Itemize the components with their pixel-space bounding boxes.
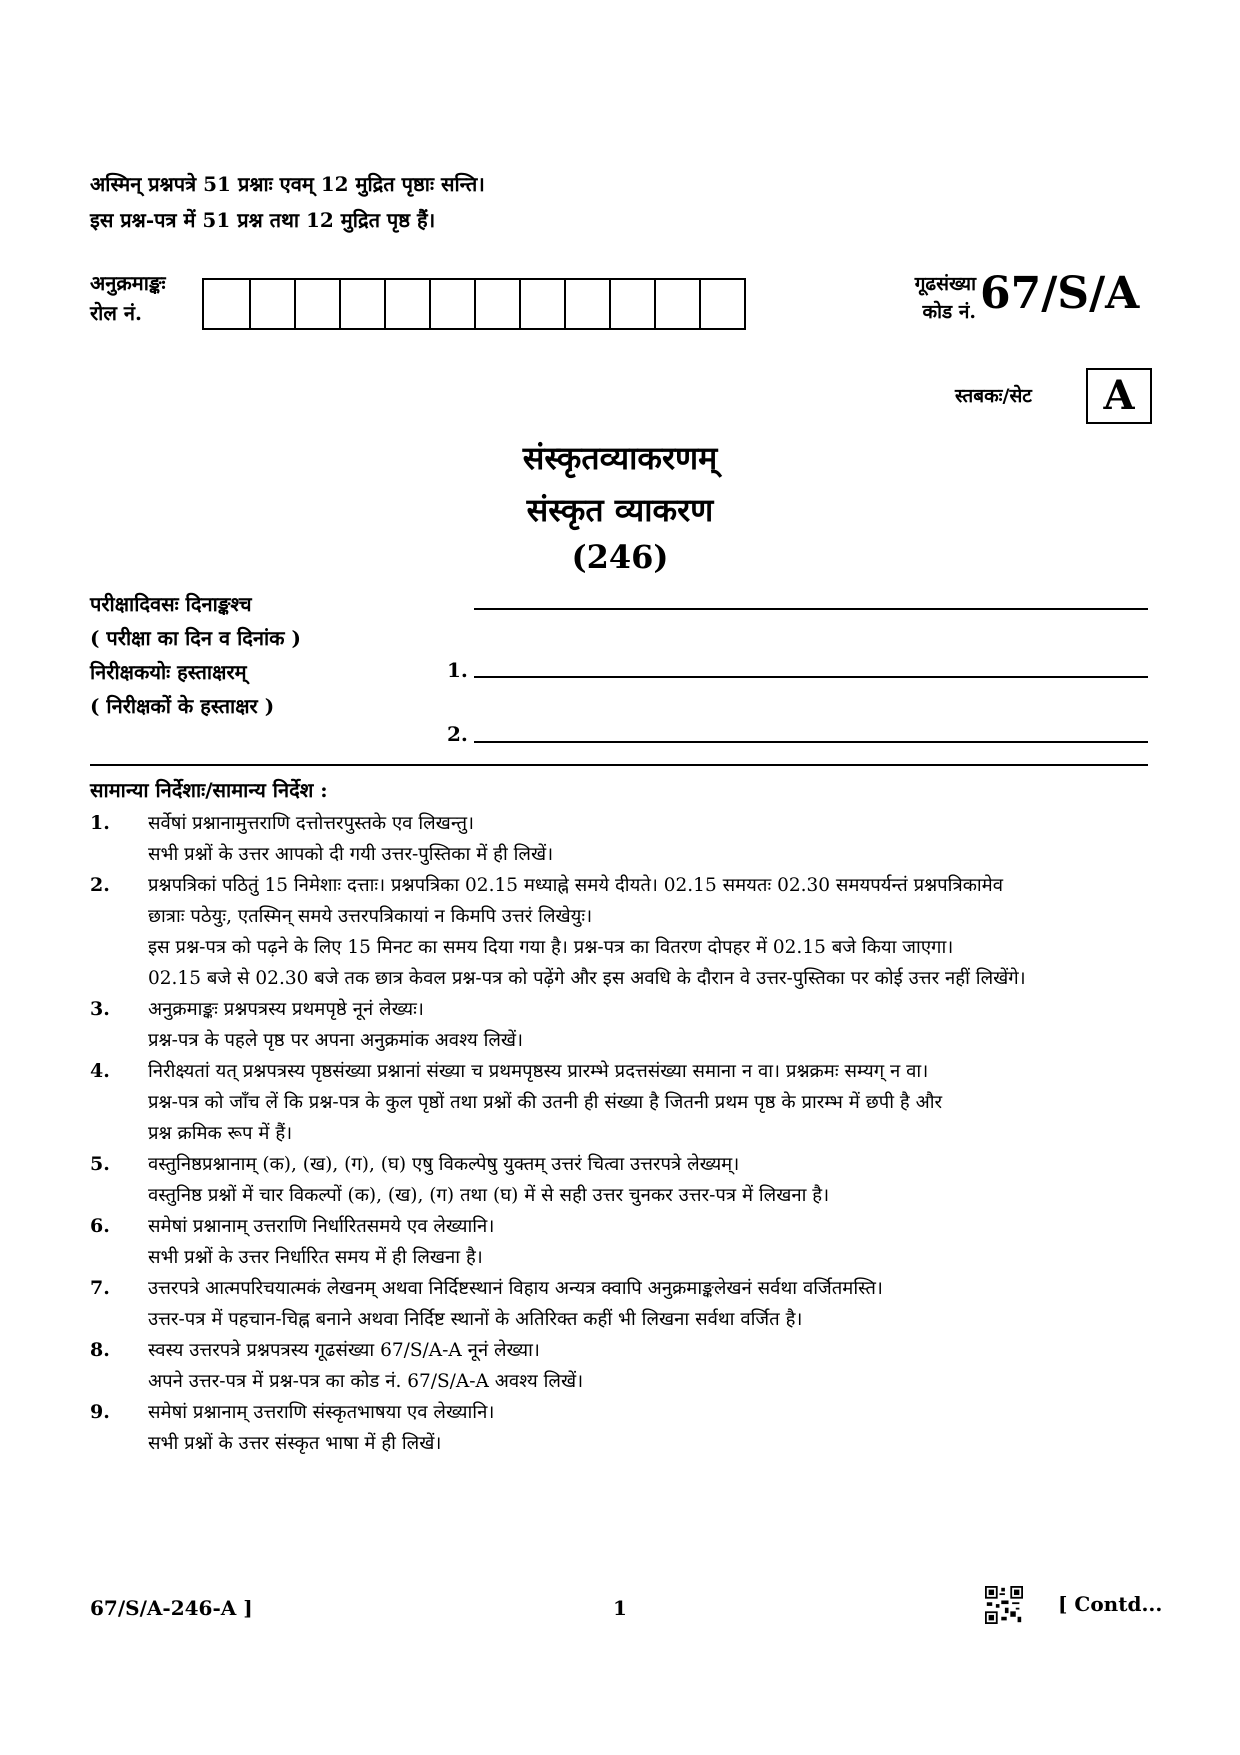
instruction-line: प्रश्न क्रमिक रूप में हैं। xyxy=(148,1123,293,1144)
instruction-body xyxy=(148,808,1150,870)
instruction-item xyxy=(90,1335,1150,1397)
signature-2-number: 2. xyxy=(447,722,468,746)
roll-number-boxes[interactable] xyxy=(202,278,746,330)
instruction-line: इस प्रश्न-पत्र को पढ़ने के लिए 15 मिनट का समय दिया गया है। प्रश्न-पत्र का वितरण दोपहर में 02.15 बजे किया जाएगा। xyxy=(148,937,954,958)
instruction-line: 02.15 बजे से 02.30 बजे तक छात्र केवल प्रश्न-पत्र को पढ़ेंगे और इस अवधि के दौरान वे उत्तर-पुस्तिका पर कोई उत्तर नहीं लिखेंगे। xyxy=(148,968,1026,989)
instruction-line: सर्वेषां प्रश्नानामुत्तराणि दत्तोत्तरपुस्तके एव लिखन्तु। xyxy=(148,813,475,834)
signature-2-line[interactable] xyxy=(474,741,1148,743)
instruction-line: प्रश्न-पत्र को जाँच लें कि प्रश्न-पत्र के कुल पृष्ठों तथा प्रश्नों की उतनी ही संख्या है जितनी प्रथम पृष्ठ के प्रारम्भ में छपी है और xyxy=(148,1092,943,1113)
instruction-number: 6. xyxy=(90,1215,110,1237)
instruction-line: सभी प्रश्नों के उत्तर निर्धारित समय में ही लिखना है। xyxy=(148,1247,483,1268)
roll-number-digit-box[interactable] xyxy=(564,280,609,328)
instruction-line: प्रश्न-पत्र के पहले पृष्ठ पर अपना अनुक्रमांक अवश्य लिखें। xyxy=(148,1030,524,1051)
instruction-number: 8. xyxy=(90,1339,110,1361)
instruction-item xyxy=(90,1056,1150,1149)
instruction-item xyxy=(90,870,1150,994)
set-label: स्तबकः/सेट xyxy=(955,385,1032,407)
instruction-item xyxy=(90,1397,1150,1459)
instruction-item xyxy=(90,808,1150,870)
instruction-body xyxy=(148,870,1150,994)
instruction-line: छात्राः पठेयुः, एतस्मिन् समये उत्तरपत्रिकायां न किमपि उत्तरं लिखेयुः। xyxy=(148,906,593,927)
section-divider xyxy=(90,764,1148,766)
instruction-line: उत्तर-पत्र में पहचान-चिह्न बनाने अथवा निर्दिष्ट स्थानों के अतिरिक्त कहीं भी लिखना सर्वथा वर्जित है। xyxy=(148,1309,803,1330)
instruction-line: अपने उत्तर-पत्र में प्रश्न-पत्र का कोड नं. 67/S/A-A अवश्य लिखें। xyxy=(148,1371,584,1392)
page-number: 1 xyxy=(613,1596,627,1620)
date-label-sanskrit: परीक्षादिवसः दिनाङ्कश्च xyxy=(90,592,252,616)
instruction-body xyxy=(148,1211,1150,1273)
roll-number-digit-box[interactable] xyxy=(249,280,294,328)
instruction-number: 4. xyxy=(90,1060,110,1082)
instruction-line: वस्तुनिष्ठ प्रश्नों में चार विकल्पों (क), (ख), (ग) तथा (घ) में से सही उत्तर चुनकर उत्तर-पत्र में लिखना है। xyxy=(148,1185,830,1206)
roll-label-hindi: रोल नं. xyxy=(90,301,142,325)
instruction-body xyxy=(148,1335,1150,1397)
roll-label-sanskrit: अनुक्रमाङ्कः xyxy=(90,271,166,295)
instructions-title: सामान्या निर्देशाः/सामान्य निर्देश : xyxy=(90,778,328,802)
header-line-sanskrit: अस्मिन् प्रश्नपत्रे 51 प्रश्नाः एवम् 12 मुद्रित पृष्ठाः सन्ति। xyxy=(90,172,485,196)
instruction-line: सभी प्रश्नों के उत्तर संस्कृत भाषा में ही लिखें। xyxy=(148,1433,442,1454)
roll-number-digit-box[interactable] xyxy=(384,280,429,328)
instruction-number: 7. xyxy=(90,1277,110,1299)
instruction-line: वस्तुनिष्ठप्रश्नानाम् (क), (ख), (ग), (घ) एषु विकल्पेषु युक्तम् उत्तरं चित्वा उत्तरपत्रे लेख्यम्। xyxy=(148,1154,740,1175)
date-line[interactable] xyxy=(474,608,1148,610)
date-label-hindi: ( परीक्षा का दिन व दिनांक ) xyxy=(90,626,301,650)
instruction-line: सभी प्रश्नों के उत्तर आपको दी गयी उत्तर-पुस्तिका में ही लिखें। xyxy=(148,844,554,865)
instruction-body xyxy=(148,1273,1150,1335)
roll-number-label xyxy=(90,268,166,328)
roll-number-digit-box[interactable] xyxy=(204,280,249,328)
instruction-line: उत्तरपत्रे आत्मपरिचयात्मकं लेखनम् अथवा निर्दिष्टस्थानं विहाय अन्यत्र क्वापि अनुक्रमाङ्कलेखनं सर्वथा वर्जितमस्ति। xyxy=(148,1278,883,1299)
roll-number-digit-box[interactable] xyxy=(609,280,654,328)
instruction-item xyxy=(90,1149,1150,1211)
roll-number-digit-box[interactable] xyxy=(654,280,699,328)
code-value: 67/S/A xyxy=(980,268,1140,319)
code-label-hindi: कोड नं. xyxy=(922,301,976,323)
footer-paper-code: 67/S/A-246-A ] xyxy=(90,1596,253,1620)
code-label xyxy=(878,270,976,326)
instruction-item xyxy=(90,1273,1150,1335)
roll-number-digit-box[interactable] xyxy=(699,280,744,328)
instruction-body xyxy=(148,1149,1150,1211)
title-sanskrit: संस्कृतव्याकरणम् xyxy=(522,439,718,477)
roll-number-digit-box[interactable] xyxy=(519,280,564,328)
instruction-line: अनुक्रमाङ्कः प्रश्नपत्रस्य प्रथमपृष्ठे नूनं लेख्यः। xyxy=(148,999,424,1020)
roll-number-digit-box[interactable] xyxy=(474,280,519,328)
instruction-line: निरीक्ष्यतां यत् प्रश्नपत्रस्य पृष्ठसंख्या प्रश्नानां संख्या च प्रथमपृष्ठस्य प्रारम्भे प्रदत्तसंख्या समाना न वा। प्रश्नक्रमः सम्यग् न वा। xyxy=(148,1061,929,1082)
title-hindi: संस्कृत व्याकरण xyxy=(526,491,714,529)
subject-code: (246) xyxy=(571,538,669,576)
instruction-line: प्रश्नपत्रिकां पठितुं 15 निमेशाः दत्ताः। प्रश्नपत्रिका 02.15 मध्याह्ने समये दीयते। 02.15 समयतः 02.30 समयपर्यन्तं प्रश्नपत्रिकामेव xyxy=(148,875,1004,896)
signature-1-line[interactable] xyxy=(474,676,1148,678)
sign-label-sanskrit: निरीक्षकयोः हस्ताक्षरम् xyxy=(90,660,247,684)
instruction-number: 2. xyxy=(90,874,110,896)
header-line-hindi: इस प्रश्न-पत्र में 51 प्रश्न तथा 12 मुद्रित पृष्ठ हैं। xyxy=(90,208,436,232)
instruction-number: 5. xyxy=(90,1153,110,1175)
roll-number-digit-box[interactable] xyxy=(429,280,474,328)
roll-number-digit-box[interactable] xyxy=(294,280,339,328)
sign-label-hindi: ( निरीक्षकों के हस्ताक्षर ) xyxy=(90,694,275,718)
instruction-body xyxy=(148,1056,1150,1149)
instruction-number: 1. xyxy=(90,812,110,834)
continued-label: [ Contd... xyxy=(1058,1592,1163,1616)
instructions-list xyxy=(90,808,1150,1459)
roll-number-digit-box[interactable] xyxy=(339,280,384,328)
signature-1-number: 1. xyxy=(447,658,468,682)
qr-code-icon xyxy=(985,1586,1023,1624)
instruction-body xyxy=(148,994,1150,1056)
instruction-line: समेषां प्रश्नानाम् उत्तराणि संस्कृतभाषया एव लेख्यानि। xyxy=(148,1402,495,1423)
instruction-item xyxy=(90,1211,1150,1273)
instruction-line: स्वस्य उत्तरपत्रे प्रश्नपत्रस्य गूढसंख्या 67/S/A-A नूनं लेख्या। xyxy=(148,1340,540,1361)
instruction-number: 3. xyxy=(90,998,110,1020)
code-label-sanskrit: गूढसंख्या xyxy=(914,273,976,295)
instruction-body xyxy=(148,1397,1150,1459)
instruction-item xyxy=(90,994,1150,1056)
instruction-number: 9. xyxy=(90,1401,110,1423)
set-value: A xyxy=(1086,368,1152,424)
instruction-line: समेषां प्रश्नानाम् उत्तराणि निर्धारितसमये एव लेख्यानि। xyxy=(148,1216,495,1237)
